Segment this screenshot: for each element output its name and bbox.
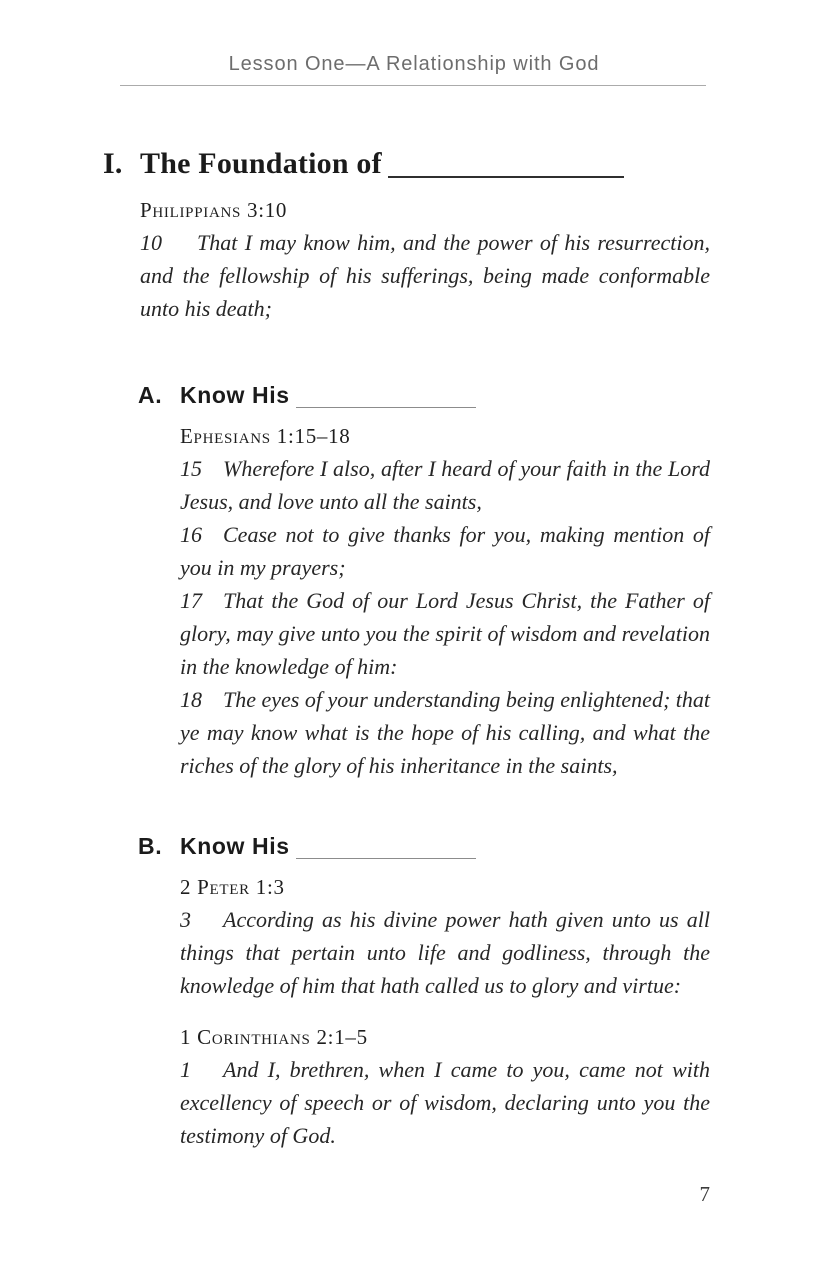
scripture-reference: Ephesians 1:15–18 [180, 424, 351, 448]
verse-number: 15 [180, 456, 202, 481]
verse-text: That the God of our Lord Jesus Christ, the Father of glory, may give unto you the spirit of wisdom and revelation in the knowledge of him: [180, 588, 710, 679]
verse-number: 18 [180, 687, 202, 712]
main-point-title: The Foundation of [140, 147, 382, 180]
section-main-point [0, 147, 828, 325]
main-point-heading [103, 147, 828, 181]
page-header [0, 0, 828, 86]
verse-text: That I may know him, and the power of his resurrection, and the fellowship of his sufferings, being made conformable unto his death; [140, 230, 710, 321]
verse-number: 17 [180, 588, 202, 613]
fill-in-blank-main [388, 176, 624, 178]
verse-number: 16 [180, 522, 202, 547]
section-sub-point-b [0, 832, 828, 1152]
fill-in-blank-a [296, 407, 476, 408]
lesson-outline [0, 147, 828, 1152]
scripture-reference: 2 Peter 1:3 [180, 875, 285, 899]
verse [180, 903, 710, 1002]
scripture-reference: Philippians 3:10 [140, 198, 288, 222]
verse-text: Cease not to give thanks for you, making mention of you in my prayers; [180, 522, 710, 580]
main-point-numeral: I. [103, 147, 123, 180]
scripture-reference: 1 Corinthians 2:1–5 [180, 1025, 368, 1049]
verse [180, 584, 710, 683]
section-sub-point-a [0, 381, 828, 782]
passage-philippians-3-10 [140, 197, 710, 325]
verse-block [180, 903, 710, 1002]
verse [180, 518, 710, 584]
sub-point-a-title: Know His [180, 382, 290, 408]
passage-1-corinthians-2-1-5 [180, 1024, 710, 1152]
sub-point-b-title: Know His [180, 833, 290, 859]
verse-number: 10 [140, 230, 162, 255]
verse-block [140, 226, 710, 325]
verse [180, 1053, 710, 1152]
sub-point-b-label: B. [138, 833, 163, 859]
page-number: 7 [699, 1182, 710, 1206]
passage-2-peter-1-3 [180, 874, 710, 1002]
verse [180, 683, 710, 782]
sub-point-a-label: A. [138, 382, 163, 408]
verse-text: According as his divine power hath given unto us all things that pertain unto life and godliness, through the knowledge of him that hath called us to glory and virtue: [180, 907, 710, 998]
fill-in-blank-b [296, 858, 476, 859]
sub-point-a-heading [138, 381, 828, 409]
verse-text: And I, brethren, when I came to you, came not with excellency of speech or of wisdom, declaring unto you the testimony of God. [180, 1057, 710, 1148]
passage-ephesians-1-15-18 [180, 423, 710, 782]
verse-text: The eyes of your understanding being enlightened; that ye may know what is the hope of his calling, and what the riches of the glory of his inheritance in the saints, [180, 687, 710, 778]
running-header-title: Lesson One—A Relationship with God [228, 53, 600, 75]
sub-point-b-heading [138, 832, 828, 860]
verse-number: 3 [180, 907, 191, 932]
verse-number: 1 [180, 1057, 191, 1082]
header-rule [120, 85, 706, 86]
verse [180, 452, 710, 518]
verse [140, 226, 710, 325]
verse-block [180, 452, 710, 782]
verse-text: Wherefore I also, after I heard of your faith in the Lord Jesus, and love unto all the saints, [180, 456, 710, 514]
verse-block [180, 1053, 710, 1152]
